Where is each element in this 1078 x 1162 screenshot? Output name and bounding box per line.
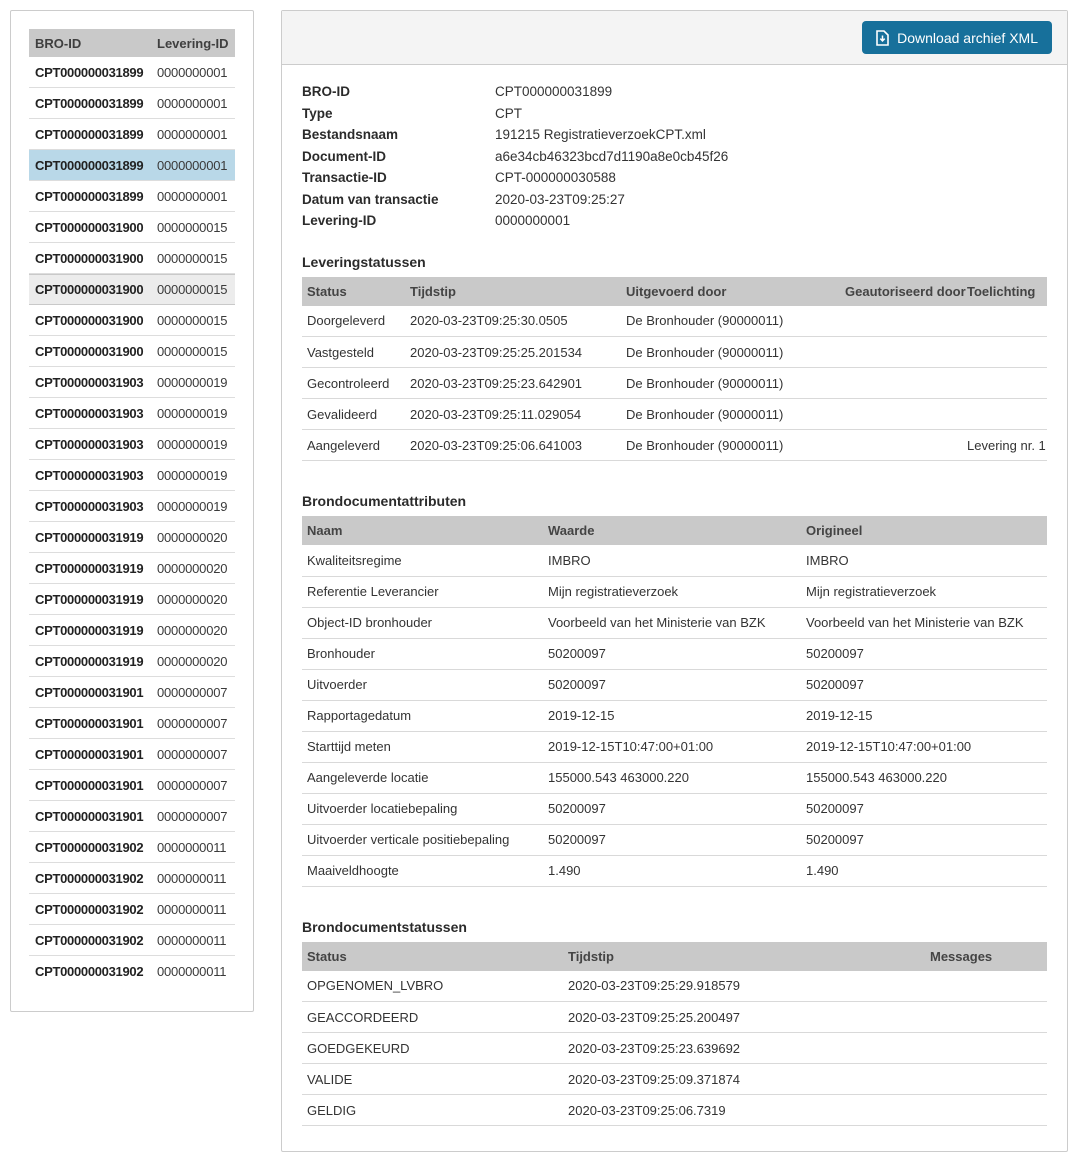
delivery-list-item[interactable] [29, 212, 235, 243]
delivery-list-item[interactable] [29, 88, 235, 119]
detail-field [302, 124, 1047, 146]
levering-id-cell: 0000000001 [157, 95, 228, 111]
file-download-icon [876, 30, 889, 46]
bro-id-cell: CPT000000031899 [35, 64, 144, 80]
detail-content [282, 65, 1067, 1126]
column-header-levering-id: Levering-ID [157, 35, 229, 51]
delivery-list-item[interactable] [29, 398, 235, 429]
download-archive-xml-button[interactable] [862, 21, 1052, 54]
brondocumentattributen-title: Brondocumentattributen [302, 493, 467, 509]
column-header-bro-id: BRO-ID [35, 35, 82, 51]
bro-id-cell: CPT000000031919 [35, 622, 144, 638]
table-cell: 2019-12-15T10:47:00+01:00 [801, 731, 1047, 762]
levering-id-cell: 0000000015 [157, 250, 228, 266]
levering-id-cell: 0000000019 [157, 436, 228, 452]
table-cell: 2020-03-23T09:25:25.200497 [563, 1002, 925, 1033]
brondocumentattributen-table [302, 516, 1047, 887]
levering-id-cell: 0000000019 [157, 405, 228, 421]
table-cell: Vastgesteld [302, 337, 405, 368]
levering-id-cell: 0000000007 [157, 746, 228, 762]
column-header: Tijdstip [405, 277, 621, 306]
bro-id-cell: CPT000000031919 [35, 560, 144, 576]
detail-field [302, 167, 1047, 189]
levering-id-cell: 0000000020 [157, 653, 228, 669]
levering-id-cell: 0000000020 [157, 591, 228, 607]
delivery-list-item[interactable] [29, 553, 235, 584]
table-cell [962, 306, 1047, 337]
delivery-detail-panel [281, 10, 1068, 1152]
table-cell: De Bronhouder (90000011) [621, 399, 840, 430]
table-row [302, 762, 1047, 793]
table-row [302, 669, 1047, 700]
table-cell [925, 971, 1047, 1002]
table-cell [840, 368, 962, 399]
table-row [302, 1064, 1047, 1095]
detail-field-value: CPT-000000030588 [495, 170, 616, 185]
delivery-list-item[interactable] [29, 243, 235, 274]
column-header: Messages [925, 942, 1047, 971]
deliveries-table-header [29, 29, 235, 57]
table-cell: De Bronhouder (90000011) [621, 337, 840, 368]
table-cell: 50200097 [801, 824, 1047, 855]
deliveries-list-panel [10, 10, 254, 1012]
table-header-row [302, 942, 1047, 971]
bro-id-cell: CPT000000031901 [35, 808, 144, 824]
table-cell: 2020-03-23T09:25:29.918579 [563, 971, 925, 1002]
delivery-list-item[interactable] [29, 274, 235, 305]
bro-id-cell: CPT000000031901 [35, 777, 144, 793]
table-cell: Rapportagedatum [302, 700, 543, 731]
bro-id-cell: CPT000000031899 [35, 188, 144, 204]
detail-field-label: BRO-ID [302, 84, 350, 99]
delivery-list-item[interactable] [29, 181, 235, 212]
table-cell: Aangeleverde locatie [302, 762, 543, 793]
delivery-list-item[interactable] [29, 894, 235, 925]
levering-id-cell: 0000000015 [157, 282, 228, 297]
delivery-list-item[interactable] [29, 677, 235, 708]
bro-id-cell: CPT000000031900 [35, 343, 144, 359]
table-cell: 1.490 [543, 855, 801, 886]
table-row [302, 399, 1047, 430]
detail-toolbar [282, 11, 1067, 65]
table-cell: 2020-03-23T09:25:25.201534 [405, 337, 621, 368]
table-cell: Object-ID bronhouder [302, 607, 543, 638]
bro-id-cell: CPT000000031919 [35, 591, 144, 607]
table-body [302, 306, 1047, 461]
levering-id-cell: 0000000019 [157, 374, 228, 390]
table-row [302, 824, 1047, 855]
detail-field-value: 191215 RegistratieverzoekCPT.xml [495, 127, 706, 142]
table-cell [840, 430, 962, 461]
levering-id-cell: 0000000015 [157, 343, 228, 359]
column-header: Status [302, 942, 563, 971]
delivery-list-item[interactable] [29, 150, 235, 181]
table-cell: Voorbeeld van het Ministerie van BZK [543, 607, 801, 638]
delivery-list-item[interactable] [29, 739, 235, 770]
levering-id-cell: 0000000001 [157, 188, 228, 204]
levering-id-cell: 0000000020 [157, 529, 228, 545]
bro-id-cell: CPT000000031902 [35, 839, 144, 855]
table-cell: Gevalideerd [302, 399, 405, 430]
levering-id-cell: 0000000007 [157, 777, 228, 793]
bro-id-cell: CPT000000031901 [35, 684, 144, 700]
detail-field-value: 2020-03-23T09:25:27 [495, 191, 625, 207]
table-body [302, 545, 1047, 886]
bro-id-cell: CPT000000031902 [35, 870, 144, 886]
detail-field-value: CPT [495, 105, 522, 121]
detail-field-label: Transactie-ID [302, 170, 387, 185]
table-cell: 50200097 [543, 824, 801, 855]
table-cell: Aangeleverd [302, 430, 405, 461]
table-cell [840, 306, 962, 337]
table-cell: Levering nr. 1 [962, 430, 1047, 461]
detail-field-label: Bestandsnaam [302, 127, 399, 142]
delivery-list-item[interactable] [29, 522, 235, 553]
bro-id-cell: CPT000000031899 [35, 126, 144, 142]
table-row [302, 1002, 1047, 1033]
table-header-row [302, 277, 1047, 306]
table-cell: 2020-03-23T09:25:30.0505 [405, 306, 621, 337]
bro-id-cell: CPT000000031900 [35, 282, 144, 297]
column-header: Toelichting [962, 277, 1047, 306]
download-button-label: Download archief XML [897, 29, 1038, 46]
detail-field [302, 103, 1047, 125]
table-cell: 1.490 [801, 855, 1047, 886]
detail-field-label: Type [302, 105, 333, 121]
detail-field [302, 210, 1047, 232]
bro-id-cell: CPT000000031919 [35, 529, 144, 545]
table-cell: Bronhouder [302, 638, 543, 669]
levering-id-cell: 0000000011 [157, 932, 227, 948]
table-row [302, 971, 1047, 1002]
levering-id-cell: 0000000020 [157, 560, 228, 576]
table-cell: Doorgeleverd [302, 306, 405, 337]
delivery-list-item[interactable] [29, 863, 235, 894]
detail-field-label: Levering-ID [302, 213, 377, 228]
table-cell: VALIDE [302, 1064, 563, 1095]
table-cell: 50200097 [543, 669, 801, 700]
levering-id-cell: 0000000001 [157, 157, 228, 173]
leveringstatussen-table [302, 277, 1047, 462]
delivery-list-item[interactable] [29, 429, 235, 460]
table-cell: Uitvoerder locatiebepaling [302, 793, 543, 824]
detail-field-value: CPT000000031899 [495, 84, 613, 99]
table-cell: GEACCORDEERD [302, 1002, 563, 1033]
delivery-list-item[interactable] [29, 925, 235, 956]
delivery-list-item[interactable] [29, 801, 235, 832]
table-cell [840, 399, 962, 430]
table-row [302, 731, 1047, 762]
bro-id-cell: CPT000000031902 [35, 932, 144, 948]
table-cell [925, 1064, 1047, 1095]
table-cell: 2019-12-15 [801, 700, 1047, 731]
document-details [302, 81, 1047, 232]
table-row [302, 855, 1047, 886]
table-cell: Voorbeeld van het Ministerie van BZK [801, 607, 1047, 638]
table-cell: Uitvoerder verticale positiebepaling [302, 824, 543, 855]
table-cell [925, 1095, 1047, 1126]
delivery-list-item[interactable] [29, 57, 235, 88]
table-cell [925, 1033, 1047, 1064]
table-cell [925, 1002, 1047, 1033]
table-row [302, 793, 1047, 824]
table-row [302, 1095, 1047, 1126]
table-row [302, 700, 1047, 731]
table-cell: Referentie Leverancier [302, 576, 543, 607]
detail-field [302, 81, 1047, 103]
table-cell: De Bronhouder (90000011) [621, 430, 840, 461]
table-cell: 2020-03-23T09:25:06.7319 [563, 1095, 925, 1126]
bro-id-cell: CPT000000031903 [35, 467, 144, 483]
bro-id-cell: CPT000000031903 [35, 498, 144, 514]
delivery-list-item[interactable] [29, 646, 235, 677]
bro-id-cell: CPT000000031902 [35, 901, 144, 917]
table-cell: Mijn registratieverzoek [801, 576, 1047, 607]
levering-id-cell: 0000000011 [157, 870, 227, 886]
detail-field-value: a6e34cb46323bcd7d1190a8e0cb45f26 [495, 148, 729, 164]
levering-id-cell: 0000000011 [157, 901, 227, 917]
delivery-list-item[interactable] [29, 584, 235, 615]
table-cell: 50200097 [801, 793, 1047, 824]
delivery-list-item[interactable] [29, 770, 235, 801]
table-cell: 2020-03-23T09:25:11.029054 [405, 399, 621, 430]
detail-field-value: 0000000001 [495, 213, 571, 228]
table-cell: 2020-03-23T09:25:23.639692 [563, 1033, 925, 1064]
levering-id-cell: 0000000007 [157, 684, 228, 700]
table-cell: 2020-03-23T09:25:06.641003 [405, 430, 621, 461]
table-cell: GELDIG [302, 1095, 563, 1126]
table-body [302, 971, 1047, 1126]
bro-id-cell: CPT000000031901 [35, 715, 144, 731]
table-cell: Uitvoerder [302, 669, 543, 700]
delivery-list-item[interactable] [29, 367, 235, 398]
table-cell: GOEDGEKEURD [302, 1033, 563, 1064]
delivery-list-item[interactable] [29, 491, 235, 522]
delivery-list-item[interactable] [29, 119, 235, 150]
levering-id-cell: 0000000020 [157, 622, 228, 638]
delivery-list-item[interactable] [29, 305, 235, 336]
column-header: Tijdstip [563, 942, 925, 971]
deliveries-table [29, 29, 235, 987]
levering-id-cell: 0000000001 [157, 64, 228, 80]
bro-id-cell: CPT000000031919 [35, 653, 144, 669]
column-header: Uitgevoerd door [621, 277, 840, 306]
table-cell: IMBRO [543, 545, 801, 576]
table-row [302, 430, 1047, 461]
table-cell: 50200097 [801, 638, 1047, 669]
detail-field [302, 146, 1047, 168]
table-cell: Gecontroleerd [302, 368, 405, 399]
delivery-list-item[interactable] [29, 832, 235, 863]
column-header: Geautoriseerd door [840, 277, 962, 306]
column-header: Naam [302, 516, 543, 545]
levering-id-cell: 0000000015 [157, 219, 228, 235]
leveringstatussen-title: Leveringstatussen [302, 253, 426, 270]
delivery-list-item[interactable] [29, 956, 235, 987]
bro-id-cell: CPT000000031902 [35, 964, 144, 979]
delivery-list-item[interactable] [29, 336, 235, 367]
detail-field-label: Datum van transactie [302, 191, 439, 207]
bro-id-cell: CPT000000031901 [35, 746, 144, 762]
table-cell: Starttijd meten [302, 731, 543, 762]
table-cell: OPGENOMEN_LVBRO [302, 971, 563, 1002]
table-cell: Mijn registratieverzoek [543, 576, 801, 607]
table-head [302, 942, 1047, 971]
table-cell: 50200097 [543, 638, 801, 669]
levering-id-cell: 0000000011 [157, 964, 227, 979]
table-cell [962, 368, 1047, 399]
brondocumentstatussen-title: Brondocumentstatussen [302, 918, 467, 935]
bro-id-cell: CPT000000031903 [35, 405, 144, 421]
table-cell: 50200097 [543, 793, 801, 824]
table-cell: 2019-12-15T10:47:00+01:00 [543, 731, 801, 762]
table-cell: Maaiveldhoogte [302, 855, 543, 886]
table-row [302, 368, 1047, 399]
table-row [302, 337, 1047, 368]
table-row [302, 1033, 1047, 1064]
delivery-list-item[interactable] [29, 708, 235, 739]
bro-id-cell: CPT000000031899 [35, 157, 144, 173]
brondocumentstatussen-table [302, 942, 1047, 1127]
bro-id-cell: CPT000000031903 [35, 436, 144, 452]
bro-id-cell: CPT000000031900 [35, 250, 144, 266]
table-cell: 155000.543 463000.220 [801, 762, 1047, 793]
table-cell [962, 337, 1047, 368]
levering-id-cell: 0000000007 [157, 808, 228, 824]
bro-id-cell: CPT000000031903 [35, 374, 144, 390]
table-header-row [302, 516, 1047, 545]
detail-field [302, 189, 1047, 211]
table-row [302, 545, 1047, 576]
delivery-list-item[interactable] [29, 460, 235, 491]
levering-id-cell: 0000000019 [157, 467, 228, 483]
table-cell: 2020-03-23T09:25:23.642901 [405, 368, 621, 399]
table-head [302, 516, 1047, 545]
deliveries-table-body [29, 57, 235, 987]
detail-field-label: Document-ID [302, 148, 386, 164]
table-cell: 2019-12-15 [543, 700, 801, 731]
table-row [302, 576, 1047, 607]
table-cell [962, 399, 1047, 430]
bro-id-cell: CPT000000031900 [35, 219, 144, 235]
table-cell: 50200097 [801, 669, 1047, 700]
table-cell [840, 337, 962, 368]
table-cell: 2020-03-23T09:25:09.371874 [563, 1064, 925, 1095]
bro-id-cell: CPT000000031900 [35, 312, 144, 328]
table-row [302, 607, 1047, 638]
table-cell: 155000.543 463000.220 [543, 762, 801, 793]
levering-id-cell: 0000000019 [157, 498, 228, 514]
table-row [302, 306, 1047, 337]
table-cell: IMBRO [801, 545, 1047, 576]
column-header: Waarde [543, 516, 801, 545]
levering-id-cell: 0000000007 [157, 715, 228, 731]
column-header: Status [302, 277, 405, 306]
levering-id-cell: 0000000015 [157, 312, 228, 328]
delivery-list-item[interactable] [29, 615, 235, 646]
table-cell: Kwaliteitsregime [302, 545, 543, 576]
table-cell: De Bronhouder (90000011) [621, 306, 840, 337]
levering-id-cell: 0000000011 [157, 839, 227, 855]
table-head [302, 277, 1047, 306]
table-row [302, 638, 1047, 669]
table-cell: De Bronhouder (90000011) [621, 368, 840, 399]
column-header: Origineel [801, 516, 1047, 545]
bro-id-cell: CPT000000031899 [35, 95, 144, 111]
levering-id-cell: 0000000001 [157, 126, 228, 142]
